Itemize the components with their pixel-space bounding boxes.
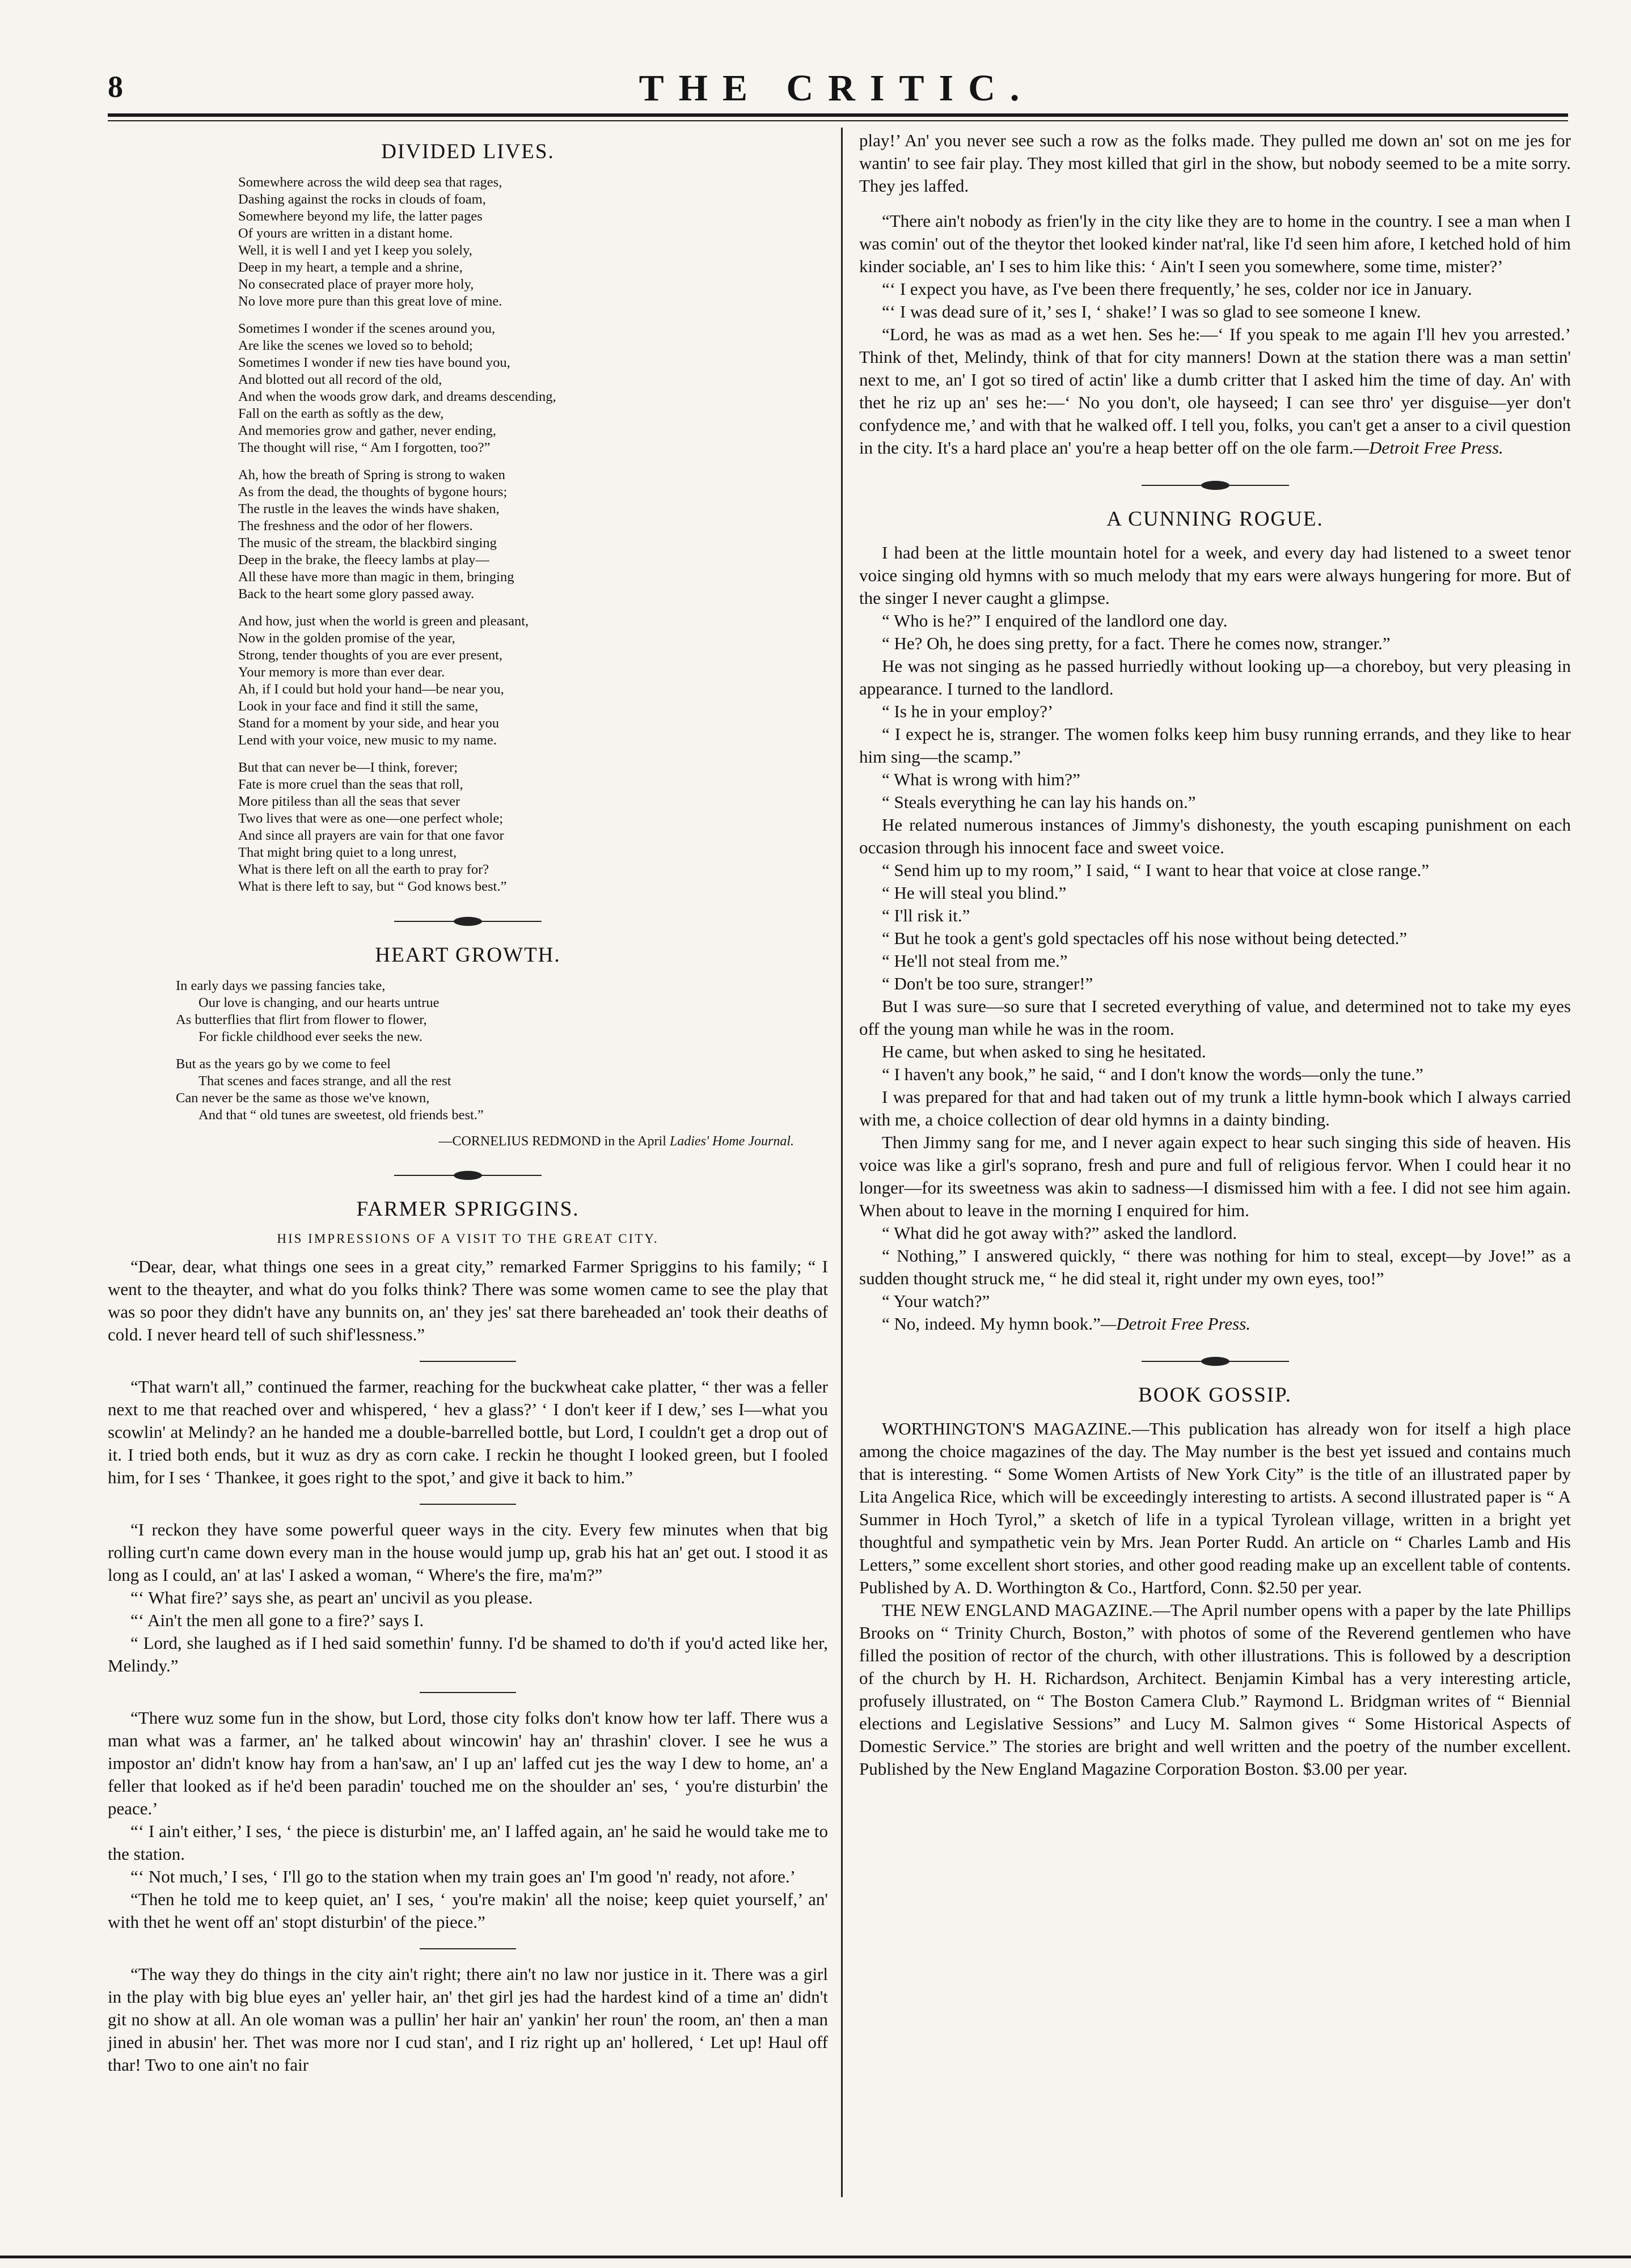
poem-line: Ah, how the breath of Spring is strong to waken [238, 467, 505, 483]
poem-line: As butterflies that flirt from flower to flower, [176, 1012, 427, 1027]
paragraph-text: “ Is he in your employ?’ [882, 701, 1054, 721]
poem-line: No love more pure than this great love of mine. [238, 294, 502, 309]
poem-line: And blotted out all record of the old, [238, 372, 442, 387]
section-rule [420, 1504, 516, 1505]
poem-line: Deep in the brake, the fleecy lambs at play— [238, 552, 489, 568]
paragraph-text: I was prepared for that and had taken out of my trunk a little hymn-book which I always carried with me, a choice collection of dear old hymns in a dainty binding. [859, 1087, 1571, 1129]
paragraph [859, 723, 1571, 768]
paragraph-text: “ Your watch?” [882, 1291, 990, 1311]
paragraph-text: “ Steals everything he can lay his hands on.” [882, 792, 1196, 812]
paragraph [859, 859, 1571, 882]
paragraph [859, 927, 1571, 950]
paragraph-text: “‘ I was dead sure of it,’ ses I, ‘ shake!’ I was so glad to see someone I knew. [882, 302, 1421, 321]
source-credit: —Detroit Free Press. [1353, 438, 1503, 458]
ornament-divider [394, 915, 542, 928]
poem-line: Sometimes I wonder if new ties have bound you, [238, 355, 510, 370]
masthead [108, 67, 1565, 112]
paragraph [859, 791, 1571, 814]
poem-line: And memories grow and gather, never ending, [238, 423, 496, 438]
poem-stanza [238, 174, 828, 310]
poem-line: Now in the golden promise of the year, [238, 631, 455, 646]
poem-line: But that can never be—I think, forever; [238, 760, 458, 775]
poem-line: For fickle childhood ever seeks the new. [198, 1029, 423, 1044]
poem-line: Stand for a moment by your side, and hear you [238, 716, 499, 731]
paragraph-text: I had been at the little mountain hotel for a week, and every day had listened to a sweet tenor voice singing old hymns with so much melody that my ears were always hungering for more. But of the singer I never caught a glimpse. [859, 543, 1571, 608]
poem-line: Well, it is well I and yet I keep you solely, [238, 243, 472, 258]
paragraph-text: “ What did he got away with?” asked the landlord. [882, 1223, 1237, 1243]
paragraph [859, 904, 1571, 927]
paragraph [859, 1222, 1571, 1245]
poem-stanza [238, 759, 828, 895]
paragraph-text: “‘ I expect you have, as I've been there frequently,’ he ses, colder nor ice in January. [882, 279, 1472, 299]
poem-stanza [176, 1056, 828, 1124]
paragraph [859, 1040, 1571, 1063]
paragraph-text: Then Jimmy sang for me, and I never again expect to hear such singing this side of heaven. His voice was like a girl's soprano, fresh and pure and full of religious fervor. When I could hear it no longer—for its sweetness was akin to sadness—I dismissed him with a fee. I did not see him again. When about to leave in the morning I enquired for him. [859, 1132, 1571, 1220]
ornament-divider [394, 1169, 542, 1182]
paragraph: “‘ What fire?’ says she, as peart an' uncivil as you please. [130, 1588, 533, 1607]
ornament-divider [1142, 1355, 1289, 1368]
poem-line: And since all prayers are vain for that one favor [238, 828, 504, 843]
farmer-spriggins-continued [859, 129, 1571, 459]
section-rule [420, 1948, 516, 1949]
heart-growth-poem [176, 978, 828, 1124]
paragraph: “ Lord, she laughed as if I hed said somethin' funny. I'd be shamed to do'th if you'd acted like her, Melindy.” [108, 1633, 828, 1675]
book-gossip-body [859, 1417, 1571, 1780]
paragraph-text: “ He'll not steal from me.” [882, 951, 1068, 971]
paragraph-text: “Lord, he was as mad as a wet hen. Ses he:—‘ If you speak to me again I'll hev you arrested.’ Think of thet, Melindy, think of that for city manners! Down at the station there was a man settin' next to me, an' I got so tired of actin' like a dumb critter that I asked him the time of day. An' with thet he riz up an' ses he:—‘ No you don't, ole hayseed; I can see thro' yer disguise—yer don't confydence me,’ and with that he walked off. I tell you, folks, you can't get a anser to a civil question in the city. It's a hard place an' you're a heap better off on the ole farm. [859, 324, 1571, 458]
poem-line: Of yours are written in a distant home. [238, 226, 453, 241]
paragraph-text: “ Nothing,” I answered quickly, “ there was nothing for him to steal, except—by Jove!” as a sudden thought struck me, “ he did steal it, right under my own eyes, too!” [859, 1246, 1571, 1288]
paragraph [859, 882, 1571, 904]
left-column [108, 129, 828, 2076]
divided-lives-poem [238, 174, 828, 895]
poem-line: Lend with your voice, new music to my name. [238, 733, 497, 748]
poem-line: The thought will rise, “ Am I forgotten, too?” [238, 440, 491, 455]
paragraph [859, 1417, 1571, 1599]
paragraph-text: But I was sure—so sure that I secreted everything of value, and determined not to take my eyes off the young man while he was in the room. [859, 996, 1571, 1039]
paragraph: “The way they do things in the city ain't right; there ain't no law nor justice in it. There was a girl in the play with big blue eyes an' yeller hair, an' thet girl jes had the hardest kind of a time an' didn't git no show at all. An ole woman was a pullin' her hair an' yankin' her roun' the room, an' then a man jined in abusin' her. Thet was more nor I cud stan', and I riz right up an' hollered, ‘ Let up! Haul off thar! Two to one ain't no fair [108, 1964, 828, 2075]
poem-line: Somewhere beyond my life, the latter pages [238, 209, 483, 224]
poem-line: No consecrated place of prayer more holy, [238, 277, 474, 292]
poem-line: And that “ old tunes are sweetest, old friends best.” [198, 1107, 484, 1123]
paragraph [859, 541, 1571, 610]
magazine-name: WORTHINGTON'S MAGAZINE. [882, 1419, 1132, 1438]
paragraph [859, 278, 1571, 301]
paragraph [859, 768, 1571, 791]
poem-line: Our love is changing, and our hearts untrue [198, 995, 440, 1010]
book-gossip-title: BOOK GOSSIP. [1138, 1383, 1292, 1407]
poem-line: The rustle in the leaves the winds have shaken, [238, 501, 500, 517]
paragraph [859, 972, 1571, 995]
poem-line: Your memory is more than ever dear. [238, 665, 445, 680]
poem-line: Two lives that were as one—one perfect whole; [238, 811, 504, 826]
paragraph [859, 814, 1571, 859]
paragraph: “‘ I ain't either,’ I ses, ‘ the piece is disturbin' me, an' I laffed again, an' he said he would take me to the station. [108, 1821, 828, 1864]
paragraph [859, 301, 1571, 323]
footer-rule [0, 2256, 1631, 2258]
poem-stanza [238, 467, 828, 603]
paragraph-text: “ He? Oh, he does sing pretty, for a fact. There he comes now, stranger.” [882, 633, 1391, 653]
paragraph: “Then he told me to keep quiet, an' I ses, ‘ you're makin' all the noise; keep quiet yourself,’ an' with thet he went off an' stopt disturbin' of the piece.” [108, 1889, 828, 1932]
poem-line: All these have more than magic in them, bringing [238, 569, 514, 585]
poem-line: More pitiless than all the seas that sever [238, 794, 460, 809]
paragraph-text: “ He will steal you blind.” [882, 883, 1067, 903]
paragraph [859, 1313, 1571, 1335]
paragraph [859, 1290, 1571, 1313]
paragraph [859, 610, 1571, 632]
paragraph-text: “ Send him up to my room,” I said, “ I want to hear that voice at close range.” [882, 860, 1429, 880]
poem-line: What is there left on all the earth to pray for? [238, 862, 489, 877]
poem-stanza [238, 613, 828, 749]
paragraph: “There wuz some fun in the show, but Lord, those city folks don't know how ter laff. There wus a man what was a farmer, an' he talked about wincowin' hay an' thrashin' clover. I see he wus a impostor an' didn't know hay from a han'saw, an' I up an' laffed cut jes the way I dew to home, an' a feller that looked as if he'd been paradin' touched me on the shoulder an' ses, ‘ you're disturbin' the peace.’ [108, 1708, 828, 1818]
paragraph-text: He was not singing as he passed hurriedly without looking up—a choreboy, but very pleasing in appearance. I turned to the landlord. [859, 656, 1571, 699]
heart-growth-title: HEART GROWTH. [375, 943, 561, 967]
ornament-divider [1142, 479, 1289, 492]
paragraph: “I reckon they have some powerful queer ways in the city. Every few minutes when that big rolling curt'n came down every man in the house would jump up, grab his hat an' get out. I stood it as long as I could, an' at las' I asked a woman, “ Where's the fire, ma'm?” [108, 1520, 828, 1585]
paragraph [859, 995, 1571, 1040]
paragraph: “‘ Not much,’ I ses, ‘ I'll go to the station when my train goes an' I'm good 'n' ready, not afore.’ [130, 1867, 796, 1886]
paragraph: “That warn't all,” continued the farmer, reaching for the buckwheat cake platter, “ ther was a feller next to me that reached over and whispered, ‘ hev a glass?’ ‘ I don't keer if I dew,’ ses I—what you scowlin' at Melindy? an he handed me a double-barrelled bottle, but Lord, I couldn't get a drop out of it. I tried both ends, but it wuz as dry as corn cake. I reckin he thought I looked green, but I fooled him, for I ses ‘ Thankee, it goes right to the spot,’ and give it back to him.” [108, 1377, 828, 1487]
poem-line: Ah, if I could but hold your hand—be near you, [238, 682, 504, 697]
poem-stanza [238, 320, 828, 456]
poem-line: But as the years go by we come to feel [176, 1056, 391, 1072]
cunning-rogue-body [859, 541, 1571, 1335]
paragraph [859, 950, 1571, 972]
paragraph-text: “There ain't nobody as frien'ly in the city like they are to home in the country. I see a man when I was comin' out of the theytor thet looked kinder nat'ral, like I'd seen him afore, I ketched hold of him kinder sociable, an' I ses to him like this: ‘ Ain't I seen you somewhere, some time, mister?’ [859, 211, 1571, 276]
paragraph [859, 700, 1571, 723]
poem-line: The music of the stream, the blackbird singing [238, 535, 497, 551]
poem-line: Fate is more cruel than the seas that roll, [238, 777, 463, 792]
paragraph [859, 1063, 1571, 1086]
farmer-spriggins-title: FARMER SPRIGGINS. [356, 1198, 580, 1221]
poem-line: Look in your face and find it still the same, [238, 699, 479, 714]
paragraph-text: “ Don't be too sure, stranger!” [882, 974, 1093, 993]
magazine-name: THE NEW ENGLAND MAGAZINE. [882, 1600, 1153, 1620]
poem-stanza [176, 978, 828, 1046]
paragraph [859, 323, 1571, 459]
paragraph: “Dear, dear, what things one sees in a great city,” remarked Farmer Spriggins to his family; “ I went to the theayter, and what do you folks think? There was some women came to see the play that was so poor they didn't have any bunnits on, an' they jes' sat there bareheaded an' took their deaths of cold. I never heard tell of such shif'lessness.” [108, 1256, 828, 1344]
poem-line: As from the dead, the thoughts of bygone hours; [238, 484, 508, 500]
section-rule [420, 1361, 516, 1362]
divided-lives-title: DIVIDED LIVES. [381, 140, 555, 163]
paragraph-text: “ No, indeed. My hymn book.” [882, 1314, 1101, 1334]
paragraph [859, 1599, 1571, 1780]
newspaper-title: THE CRITIC. [639, 67, 1034, 109]
poem-line: Strong, tender thoughts of you are ever present, [238, 648, 503, 663]
paragraph [859, 210, 1571, 278]
farmer-spriggins-body [108, 1255, 828, 2076]
poem-line: Fall on the earth as softly as the dew, [238, 406, 444, 421]
right-column [859, 129, 1571, 1780]
paragraph-text: He came, but when asked to sing he hesitated. [882, 1042, 1206, 1061]
paragraph [859, 655, 1571, 700]
paragraph-text: “ I haven't any book,” he said, “ and I don't know the words—only the tune.” [882, 1064, 1423, 1084]
paragraph-text: —The April number opens with a paper by the late Phillips Brooks on “ Trinity Church, Boston,” with photos of some of the Reverend gentlemen who have filled the position of rector of the church, with other illustrations. This is followed by a description of the church by H. H. Richardson, Architect. Benjamin Kimbal has a very interesting article, profusely illustrated, on “ The Boston Camera Club.” Raymond L. Bridgman writes of “ Biennial elections and Legislative Sessions” and Lucy M. Salmon gives “ Some Historical Aspects of Domestic Service.” The stories are bright and well written and the poetry of the number excellent. Published by the New England Magazine Corporation Boston. $3.00 per year. [859, 1600, 1571, 1779]
paragraph-text: He related numerous instances of Jimmy's dishonesty, the youth escaping punishment on each occasion through his innocent face and sweet voice. [859, 815, 1571, 857]
poem-line: Somewhere across the wild deep sea that rages, [238, 175, 502, 190]
poem-line: And when the woods grow dark, and dreams descending, [238, 389, 556, 404]
paragraph-text: “ I'll risk it.” [882, 905, 970, 925]
attribution-source: Ladies' Home Journal. [669, 1134, 794, 1149]
poem-line: That scenes and faces strange, and all the rest [198, 1073, 451, 1089]
header-rule-thin [108, 120, 1568, 121]
poem-line: Back to the heart some glory passed away. [238, 586, 475, 602]
paragraph: “‘ Ain't the men all gone to a fire?’ says I. [130, 1610, 424, 1630]
poem-line: That might bring quiet to a long unrest, [238, 845, 457, 860]
paragraph [859, 1131, 1571, 1222]
poem-line: What is there left to say, but “ God knows best.” [238, 879, 507, 894]
source-credit: —Detroit Free Press. [1100, 1314, 1251, 1334]
paragraph [859, 1086, 1571, 1131]
paragraph [859, 632, 1571, 655]
poem-line: Deep in my heart, a temple and a shrine, [238, 260, 463, 275]
paragraph-text: “ What is wrong with him?” [882, 769, 1080, 789]
poem-line: In early days we passing fancies take, [176, 978, 386, 993]
cunning-rogue-title: A CUNNING ROGUE. [1106, 507, 1324, 531]
paragraph-text: —This publication has already won for itself a high place among the choice magazines of the day. The May number is the best yet issued and contains much that is interesting. “ Some Women Artists of New York City” is the title of an illustrated paper by Lita Angelica Rice, which will be exceedingly interesting to artists. A second illustrated paper is “ A Summer in Hoch Tyrol,” a sketch of life in a typical Tyrolean village, written in a bright yet thoughtful and sympathetic vein by Mrs. Jean Porter Rudd. An article on “ Charles Lamb and His Letters,” some excellent short stories, and other good reading make up an excellent table of contents. Published by A. D. Worthington & Co., Hartford, Conn. $2.50 per year. [859, 1419, 1571, 1597]
poem-line: Dashing against the rocks in clouds of foam, [238, 192, 486, 207]
attribution-author: —CORNELIUS REDMOND in the April [438, 1134, 666, 1149]
farmer-spriggins-subtitle: HIS IMPRESSIONS OF A VISIT TO THE GREAT CITY. [277, 1232, 659, 1246]
heart-growth-attribution [108, 1134, 794, 1149]
paragraph-text: “ But he took a gent's gold spectacles off his nose without being detected.” [882, 928, 1408, 948]
header-rule-thick [108, 113, 1568, 117]
paragraph [859, 1245, 1571, 1290]
paragraph-text: “ I expect he is, stranger. The women folks keep him busy running errands, and they like to hear him sing—the scamp.” [859, 724, 1571, 767]
paragraph-text: “ Who is he?” I enquired of the landlord one day. [882, 611, 1228, 631]
poem-line: Sometimes I wonder if the scenes around you, [238, 321, 496, 336]
poem-line: Can never be the same as those we've known, [176, 1090, 430, 1106]
poem-line: The freshness and the odor of her flowers. [238, 518, 473, 534]
section-rule [420, 1692, 516, 1693]
paragraph: play!’ An' you never see such a row as the folks made. They pulled me down an' sot on me jes for wantin' to see fair play. They most killed that girl in the show, but nobody seemed to be a mite sorry. They jes laffed. [859, 130, 1571, 196]
poem-line: Are like the scenes we loved so to behold; [238, 338, 473, 353]
page-number: 8 [108, 70, 123, 104]
column-divider [841, 128, 843, 2197]
poem-line: And how, just when the world is green and pleasant, [238, 613, 529, 629]
